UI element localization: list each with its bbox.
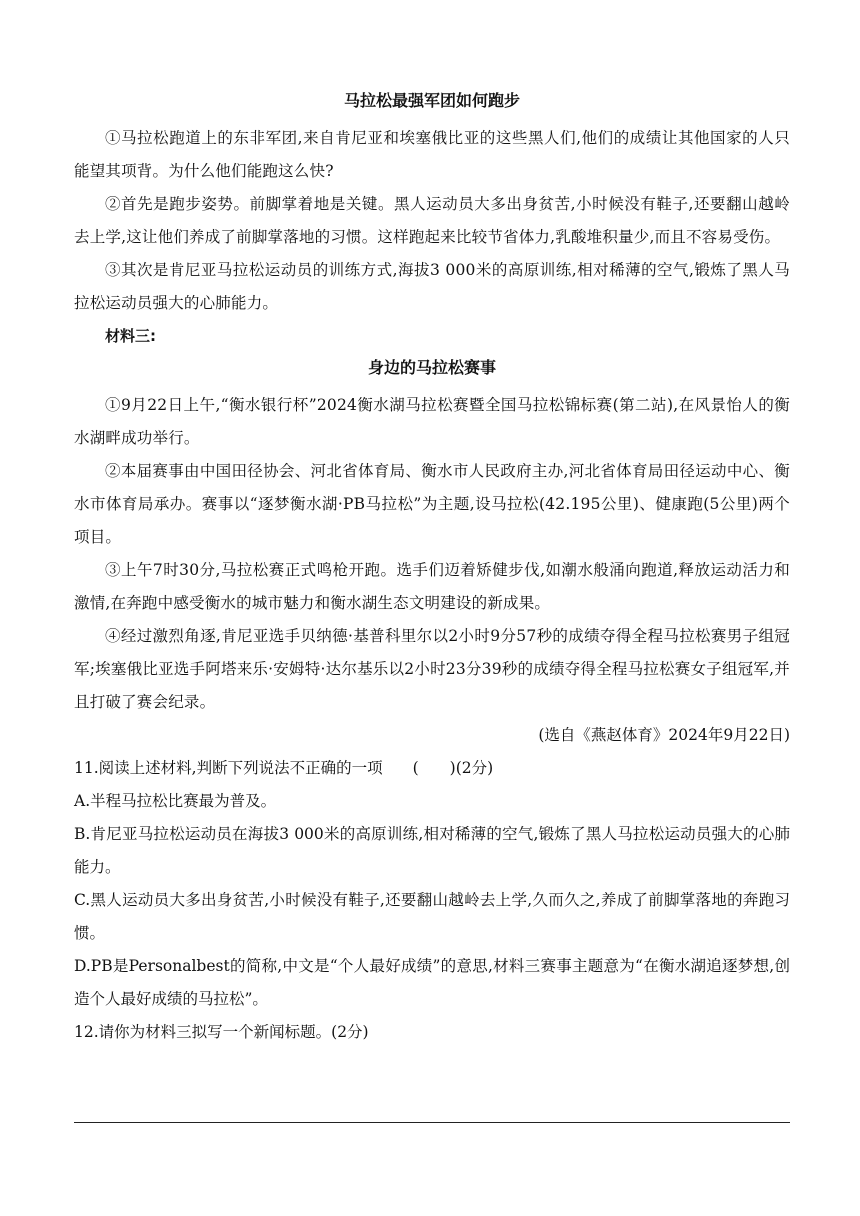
material3-title: 身边的马拉松赛事 bbox=[367, 358, 496, 377]
question-12: 12.请你为材料三拟写一个新闻标题。(2分) bbox=[74, 1023, 369, 1041]
material3-paragraph: ④经过激烈角逐,肯尼亚选手贝纳德·基普科里尔以2小时9分57秒的成绩夺得全程马拉松赛男子组冠军;埃塞俄比亚选手阿塔来乐·安姆特·达尔基乐以2小时23分39秒的成绩夺得全程马拉松赛女子组冠军,并且打破了赛会纪录。 bbox=[74, 627, 790, 711]
question-11-stem: 11.阅读上述材料,判断下列说法不正确的一项 bbox=[74, 759, 383, 777]
option-c: C.黑人运动员大多出身贫苦,小时候没有鞋子,还要翻山越岭去上学,久而久之,养成了前脚掌落地的奔跑习惯。 bbox=[74, 891, 790, 942]
answer-line[interactable] bbox=[74, 1122, 790, 1123]
option-d: D.PB是Personalbest的简称,中文是“个人最好成绩”的意思,材料三赛事主题意为“在衡水湖追逐梦想,创造个人最好成绩的马拉松”。 bbox=[74, 957, 790, 1008]
option-b: B.肯尼亚马拉松运动员在海拔3 000米的高原训练,相对稀薄的空气,锻炼了黑人马拉松运动员强大的心肺能力。 bbox=[74, 825, 790, 876]
exam-page bbox=[74, 90, 790, 1049]
material3-source: (选自《燕赵体育》2024年9月22日) bbox=[538, 726, 790, 744]
question-11 bbox=[74, 752, 790, 785]
material3-paragraph: ①9月22日上午,“衡水银行杯”2024衡水湖马拉松赛暨全国马拉松锦标赛(第二站),在风景怡人的衡水湖畔成功举行。 bbox=[74, 396, 790, 447]
material2-paragraph: ③其次是肯尼亚马拉松运动员的训练方式,海拔3 000米的高原训练,相对稀薄的空气,锻炼了黑人马拉松运动员强大的心肺能力。 bbox=[74, 261, 790, 312]
option-a: A.半程马拉松比赛最为普及。 bbox=[74, 792, 277, 810]
answer-blank[interactable]: ( )(2分) bbox=[412, 759, 494, 777]
material3-paragraph: ②本届赛事由中国田径协会、河北省体育局、衡水市人民政府主办,河北省体育局田径运动中心、衡水市体育局承办。赛事以“逐梦衡水湖·PB马拉松”为主题,设马拉松(42.195公里)、健康跑(5公里)两个项目。 bbox=[74, 462, 790, 546]
material2-paragraph: ②首先是跑步姿势。前脚掌着地是关键。黑人运动员大多出身贫苦,小时候没有鞋子,还要翻山越岭去上学,这让他们养成了前脚掌落地的习惯。这样跑起来比较节省体力,乳酸堆积量少,而且不容易受伤。 bbox=[74, 195, 790, 246]
material3-label: 材料三: bbox=[105, 327, 156, 345]
material2-title: 马拉松最强军团如何跑步 bbox=[343, 91, 520, 110]
material3-paragraph: ③上午7时30分,马拉松赛正式鸣枪开跑。选手们迈着矫健步伐,如潮水般涌向跑道,释放运动活力和激情,在奔跑中感受衡水的城市魅力和衡水湖生态文明建设的新成果。 bbox=[74, 561, 790, 612]
material2-paragraph: ①马拉松跑道上的东非军团,来自肯尼亚和埃塞俄比亚的这些黑人们,他们的成绩让其他国家的人只能望其项背。为什么他们能跑这么快? bbox=[74, 129, 790, 180]
